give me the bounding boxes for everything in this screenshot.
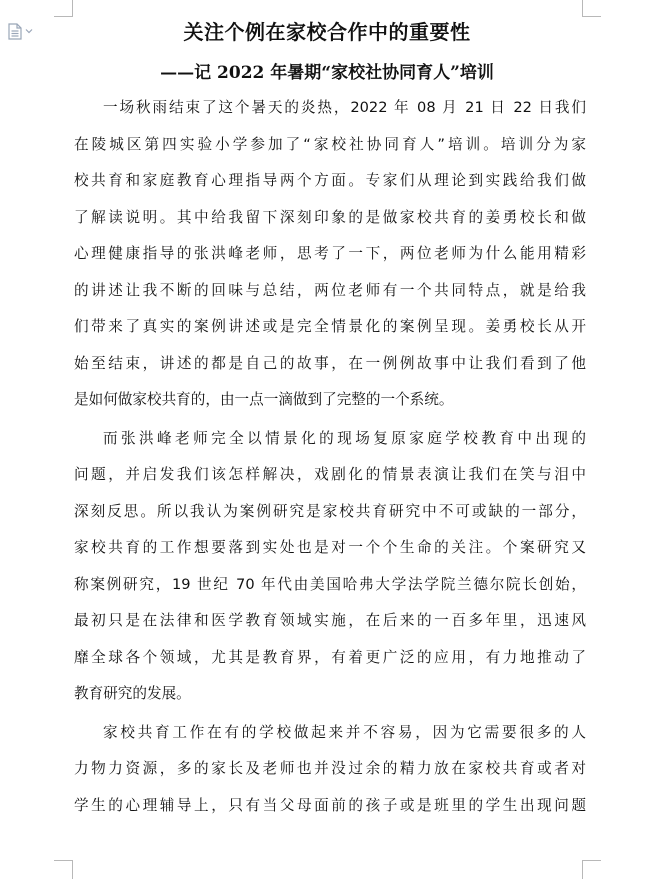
text-line: 最初只是在法律和医学教育领域实施，在后来的一百多年里，迅速风 <box>74 612 586 629</box>
crop-mark-bottom-right <box>582 860 601 879</box>
text-line: 们带来了真实的案例讲述或是完全情景化的案例呈现。姜勇校长从开 <box>74 318 586 335</box>
text-line: 靡全球各个领域，尤其是教育界，有着更广泛的应用，有力地推动了 <box>74 648 586 666</box>
crop-mark-top-right <box>582 0 601 17</box>
text-line: 深刻反思。所以我认为案例研究是家校共育研究中不可或缺的一部分， <box>74 502 586 520</box>
text-line: 力物力资源，多的家长及老师也并没过余的精力放在家校共育或者对 <box>74 760 586 777</box>
text-line: 而张洪峰老师完全以情景化的现场复原家庭学校教育中出现的 <box>103 429 586 447</box>
text-line: 学生的心理辅导上，只有当父母面前的孩子或是班里的学生出现问题 <box>74 796 586 814</box>
text-line: 是如何做家校共育的，由一点一滴做到了完整的一个系统。 <box>74 391 454 408</box>
text-line: 问题，并启发我们该怎样解决，戏剧化的情景表演让我们在笑与泪中 <box>74 466 586 483</box>
text-line: 了解读说明。其中给我留下深刻印象的是做家校共育的姜勇校长和做 <box>74 208 586 226</box>
paragraph-3 <box>74 715 586 825</box>
text-line: 始至结束，讲述的都是自己的故事，在一例例故事中让我们看到了他 <box>74 354 586 372</box>
text-line: 教育研究的发展。 <box>74 685 191 702</box>
text-line: 家校共育工作在有的学校做起来并不容易，因为它需要很多的人 <box>103 723 586 741</box>
text-line: 家校共育的工作想要落到实处也是对一个个生命的关注。个案研究又 <box>74 539 586 556</box>
text-line: 的讲述让我不断的回味与总结，两位老师有一个共同特点，就是给我 <box>74 281 586 299</box>
text-line: 一场秋雨结束了这个暑天的炎热，2022 年 08 月 21 日 22 日我们 <box>103 99 586 116</box>
document-subtitle: ——记 2022 年暑期“家校社协同育人”培训 <box>160 63 494 83</box>
paragraph-2 <box>74 421 586 713</box>
text-line: 校共育和家庭教育心理指导两个方面。专家们从理论到实践给我们做 <box>74 172 586 189</box>
paragraph-1 <box>74 90 586 419</box>
document-body <box>74 90 586 824</box>
text-line: 在陵城区第四实验小学参加了“家校社协同育人”培训。培训分为家 <box>74 135 586 153</box>
document-title: 关注个例在家校合作中的重要性 <box>183 20 471 44</box>
crop-mark-top-left <box>54 0 73 17</box>
text-line: 心理健康指导的张洪峰老师，思考了一下，两位老师为什么能用精彩 <box>74 245 586 262</box>
text-line: 称案例研究，19 世纪 70 年代由美国哈弗大学法学院兰德尔院长创始， <box>74 575 586 593</box>
crop-mark-bottom-left <box>54 860 73 879</box>
